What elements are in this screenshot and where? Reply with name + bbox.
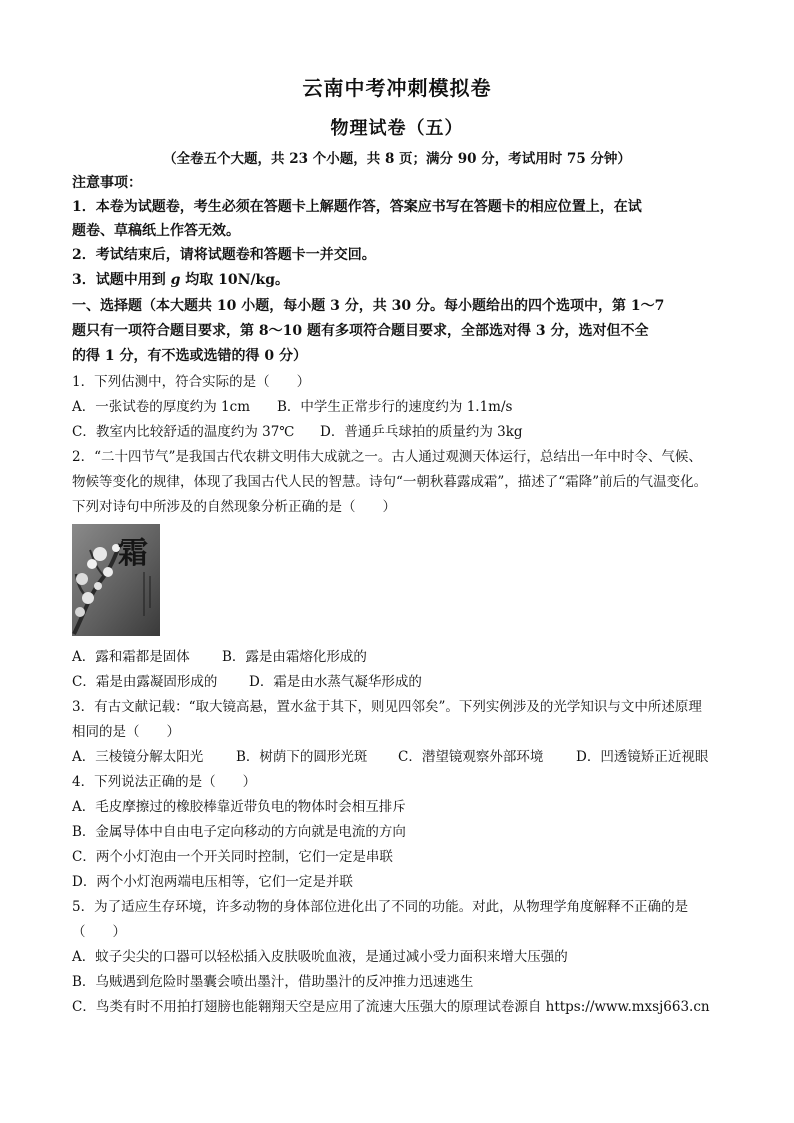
q4-option-b: B．金属导体中自由电子定向移动的方向就是电流的方向 [72, 824, 406, 840]
q4-option-d: D．两个小灯泡两端电压相等，它们一定是并联 [72, 874, 353, 890]
q4-option-a: A．毛皮摩擦过的橡胶棒靠近带负电的物体时会相互排斥 [72, 799, 406, 815]
notice-heading: 注意事项： [72, 175, 142, 191]
q2-option-c: C．霜是由露凝固形成的 [72, 674, 218, 690]
q3-option-b: B．树荫下的圆形光斑 [236, 749, 368, 765]
exam-subtitle: 物理试卷（五） [330, 118, 464, 139]
q1-option-b: B．中学生正常步行的速度约为 1.1m/s [277, 399, 513, 415]
q4-stem: 4．下列说法正确的是（ ） [72, 774, 257, 790]
q2-stem-line3: 下列对诗句中所涉及的自然现象分析正确的是（ ） [72, 499, 396, 515]
q5-option-b: B．乌贼遇到危险时墨囊会喷出墨汁，借助墨汁的反冲推力迅速逃生 [72, 974, 474, 990]
q1-stem: 1．下列估测中，符合实际的是（ ） [72, 374, 311, 390]
exam-meta: （全卷五个大题，共 23 个小题，共 8 页；满分 90 分，考试用时 75 分钟） [163, 151, 631, 167]
notice-item-1a: 1．本卷为试题卷，考生必须在答题卡上解题作答，答案应书写在答题卡的相应位置上，在试 [72, 199, 642, 215]
q3-option-a: A．三棱镜分解太阳光 [72, 749, 204, 765]
q2-stem-line1: 2．“二十四节气”是我国古代农耕文明伟大成就之一。古人通过观测天体运行，总结出一年中时令、气候、 [72, 449, 702, 465]
notice-item-3-post: 均取 10N/kg。 [180, 272, 290, 288]
q3-option-c: C．潜望镜观察外部环境 [398, 749, 544, 765]
q1-option-d: D．普通乒乓球拍的质量约为 3kg [320, 424, 523, 440]
q2-option-d: D．霜是由水蒸气凝华形成的 [249, 674, 422, 690]
notice-item-1b: 题卷、草稿纸上作答无效。 [72, 223, 240, 239]
q5-option-c: C．鸟类有时不用拍打翅膀也能翱翔天空是应用了流速大压强大的原理试卷源自 https://www.mxsj663.cn [72, 999, 710, 1015]
q2-option-b: B．露是由霜熔化形成的 [222, 649, 367, 665]
q3-stem-line1: 3．有古文献记载：“取大镜高悬，置水盆于其下，则见四邻矣”。下列实例涉及的光学知识与文中所述原理 [72, 699, 702, 715]
q1-option-a: A．一张试卷的厚度约为 1cm [72, 399, 250, 415]
q1-option-c: C．教室内比较舒适的温度约为 37℃ [72, 424, 295, 440]
section1-line2: 题只有一项符合题目要求，第 8～10 题有多项符合题目要求，全部选对得 3 分，选对但不全 [72, 323, 649, 339]
section1-line1: 一、选择题（本大题共 10 小题，每小题 3 分，共 30 分。每小题给出的四个选项中，第 1～7 [72, 298, 665, 314]
q5-option-a: A．蚊子尖尖的口器可以轻松插入皮肤吸吮血液，是通过减小受力面积来增大压强的 [72, 949, 568, 965]
section1-line3: 的得 1 分，有不选或选错的得 0 分） [72, 348, 307, 364]
notice-item-3 [72, 271, 289, 289]
q5-stem-line1: 5．为了适应生存环境，许多动物的身体部位进化出了不同的功能。对此，从物理学角度解释不正确的是 [72, 899, 689, 915]
notice-item-2: 2．考试结束后，请将试题卷和答题卡一并交回。 [72, 247, 376, 263]
q4-option-c: C．两个小灯泡由一个开关同时控制，它们一定是串联 [72, 849, 393, 865]
frost-character: 霜 [118, 536, 148, 571]
frost-photo [72, 524, 160, 636]
q3-option-d: D．凹透镜矫正近视眼 [576, 749, 709, 765]
exam-title: 云南中考冲刺模拟卷 [302, 76, 492, 100]
notice-item-3-g: g [170, 272, 181, 288]
q2-option-a: A．露和霜都是固体 [72, 649, 190, 665]
q3-stem-line2: 相同的是（ ） [72, 724, 180, 740]
q5-stem-line2: （ ） [72, 924, 126, 940]
q2-stem-line2: 物候等变化的规律，体现了我国古代人民的智慧。诗句“一朝秋暮露成霜”，描述了“霜降”前后的气温变化。 [72, 474, 708, 490]
notice-item-3-pre: 3．试题中用到 [72, 272, 171, 288]
